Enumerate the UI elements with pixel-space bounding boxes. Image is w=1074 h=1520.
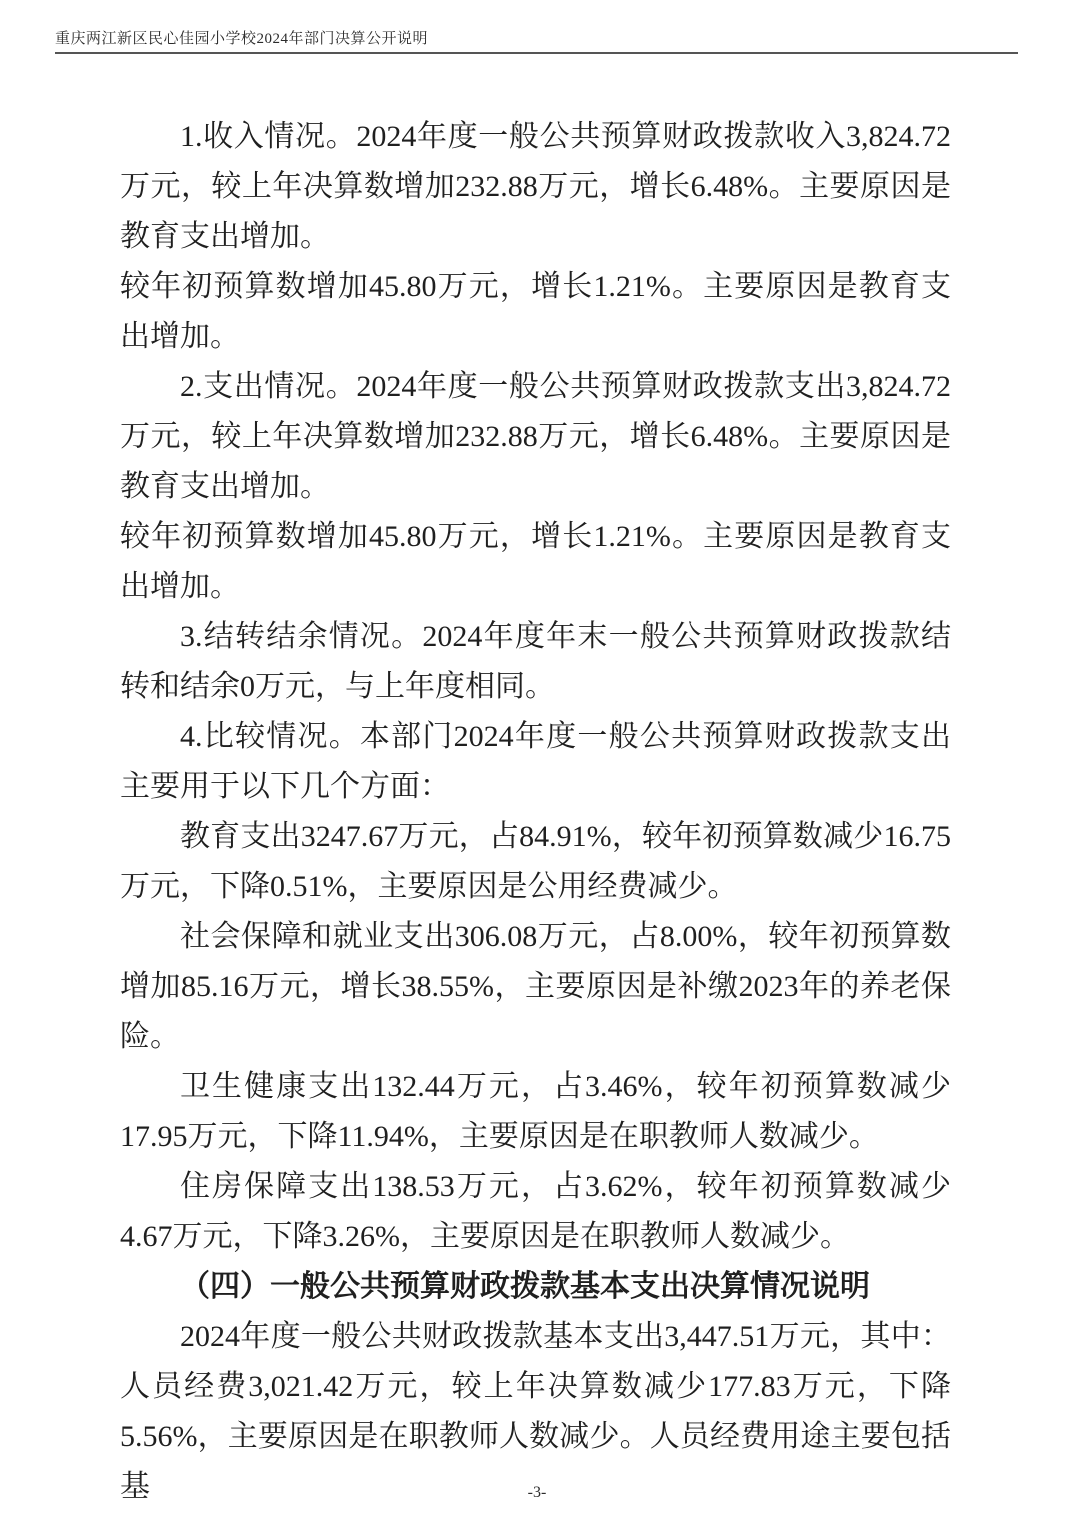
paragraph: 4.比较情况。本部门2024年度一般公共预算财政拨款支出主要用于以下几个方面： (120, 720, 951, 803)
paragraph: 社会保障和就业支出306.08万元，占8.00%，较年初预算数增加85.16万元，增长38.55%，主要原因是补缴2023年的养老保险。 (120, 920, 951, 1053)
paragraph: 较年初预算数增加45.80万元，增长1.21%。主要原因是教育支出增加。 (120, 520, 951, 603)
paragraph: 3.结转结余情况。2024年度年末一般公共预算财政拨款结转和结余0万元，与上年度相同。 (120, 620, 951, 703)
page-header (55, 31, 1018, 54)
paragraph: 卫生健康支出132.44万元，占3.46%，较年初预算数减少17.95万元，下降11.94%，主要原因是在职教师人数减少。 (120, 1070, 951, 1153)
paragraph: 1.收入情况。2024年度一般公共预算财政拨款收入3,824.72万元，较上年决算数增加232.88万元，增长6.48%。主要原因是教育支出增加。 (120, 120, 951, 253)
paragraph: 住房保障支出138.53万元，占3.62%，较年初预算数减少4.67万元，下降3.26%，主要原因是在职教师人数减少。 (120, 1170, 951, 1253)
paragraph: 2.支出情况。2024年度一般公共预算财政拨款支出3,824.72万元，较上年决算数增加232.88万元，增长6.48%。主要原因是教育支出增加。 (120, 370, 951, 503)
document-body (120, 112, 951, 1512)
header-title: 重庆两江新区民心佳园小学校2024年部门决算公开说明 (55, 31, 429, 47)
page-footer (0, 1484, 1074, 1502)
paragraph: 教育支出3247.67万元，占84.91%，较年初预算数减少16.75万元，下降0.51%，主要原因是公用经费减少。 (120, 820, 951, 903)
paragraph: 2024年度一般公共财政拨款基本支出3,447.51万元，其中：人员经费3,021.42万元，较上年决算数减少177.83万元，下降5.56%，主要原因是在职教师人数减少。人员经费用途主要包括基 (120, 1320, 951, 1503)
paragraph: 较年初预算数增加45.80万元，增长1.21%。主要原因是教育支出增加。 (120, 270, 951, 353)
section-heading: （四）一般公共预算财政拨款基本支出决算情况说明 (180, 1270, 870, 1303)
page-number: -3- (527, 1484, 547, 1501)
